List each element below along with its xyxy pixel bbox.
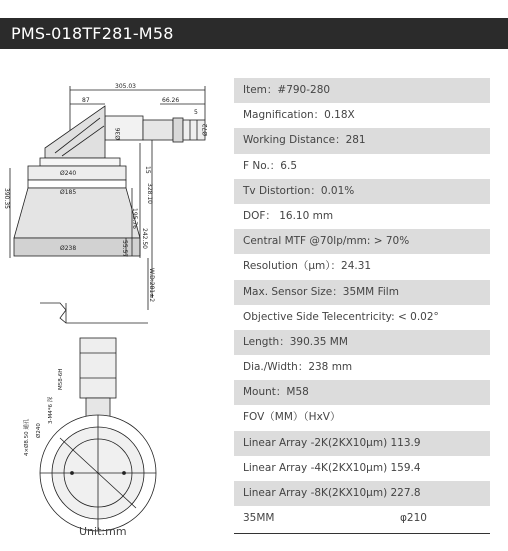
- spec-row: [234, 330, 490, 355]
- spec-text: Length：390.35 MM: [243, 335, 348, 348]
- spec-text: Linear Array -4K(2KX10μm) 159.4: [243, 461, 421, 474]
- spec-text: Linear Array -2K(2KX10μm) 113.9: [243, 436, 421, 449]
- spec-text: Objective Side Telecentricity: < 0.02°: [243, 310, 439, 323]
- spec-row: [234, 154, 490, 179]
- spec-row: [234, 103, 490, 128]
- spec-text: Magnification：0.18X: [243, 109, 355, 122]
- spec-text: DOF： 16.10 mm: [243, 209, 334, 222]
- spec-row: [234, 254, 490, 279]
- spec-row: [234, 305, 490, 330]
- label-m58: M58-6H: [58, 368, 64, 390]
- dim-left: 87: [82, 97, 90, 104]
- spec-text: Resolution（μm）：24.31: [243, 260, 372, 273]
- spec-text: F No.：6.5: [243, 159, 298, 172]
- spec-value-right: φ210: [400, 512, 427, 525]
- dim-15: 15: [144, 166, 151, 174]
- dim-55: 55.57: [121, 240, 128, 258]
- spec-row: [234, 431, 490, 456]
- dim-d36: Ø36: [115, 127, 122, 140]
- spec-row: [234, 78, 490, 103]
- dim-195: 195.76: [131, 208, 138, 229]
- dim-wd: W.D:281±2: [148, 268, 155, 303]
- dim-overall: 305.03: [115, 83, 136, 90]
- spec-row: [234, 506, 490, 531]
- spec-text: Mount：M58: [243, 386, 309, 399]
- spec-row: [234, 280, 490, 305]
- spec-table-rule: [234, 533, 490, 534]
- spec-text: Dia./Width：238 mm: [243, 361, 353, 374]
- dim-242: 242.50: [141, 228, 148, 249]
- spec-text: Linear Array -8K(2KX10μm) 227.8: [243, 487, 421, 499]
- spec-row: [234, 204, 490, 229]
- spec-text: FOV（MM）（HxV）: [243, 411, 341, 424]
- dim-height-total: 390.35: [3, 188, 10, 209]
- technical-drawing: [0, 78, 230, 548]
- spec-text: Central MTF @70lp/mm: > 70%: [243, 235, 410, 248]
- dim-small: 5: [194, 109, 198, 116]
- spec-row: [234, 456, 490, 481]
- spec-text: Item：#790-280: [243, 84, 331, 96]
- label-thread: 3-M4*6 深: [48, 396, 54, 424]
- page-header: [0, 18, 508, 49]
- spec-row: [234, 355, 490, 380]
- spec-row: [234, 405, 490, 430]
- spec-row: [234, 229, 490, 254]
- spec-row: [234, 128, 490, 153]
- dim-d240: Ø240: [60, 170, 77, 177]
- spec-row: [234, 481, 490, 506]
- dim-d238: Ø238: [60, 245, 77, 252]
- spec-table: [234, 78, 490, 531]
- unit-label: Unit:mm: [79, 525, 127, 538]
- dim-right: 66.26: [162, 97, 180, 104]
- product-title: PMS-018TF281-M58: [11, 24, 174, 43]
- dim-d185: Ø185: [60, 189, 77, 196]
- spec-row: [234, 179, 490, 204]
- spec-text: 35MM: [243, 512, 275, 525]
- label-pcd: Ø240: [36, 423, 42, 438]
- dim-328: 328.10: [146, 183, 153, 204]
- spec-text: Tv Distortion：0.01%: [243, 184, 355, 197]
- label-holes: 4×Ø8.50 通孔: [24, 418, 30, 456]
- spec-text: Max. Sensor Size：35MM Film: [243, 285, 399, 298]
- dim-d72: Ø72: [202, 123, 209, 136]
- spec-text: Working Distance：281: [243, 134, 366, 147]
- spec-row: [234, 380, 490, 405]
